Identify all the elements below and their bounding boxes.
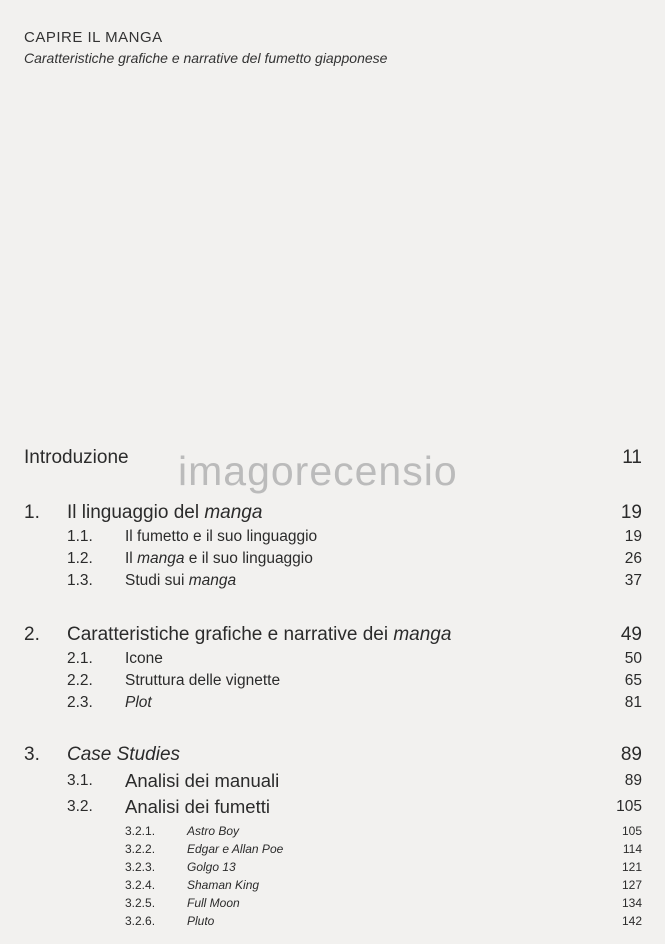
toc-entry-title: Introduzione [24,447,129,468]
book-title: CAPIRE IL MANGA [24,29,163,46]
toc-entry-number: 3.2.2. [125,842,156,856]
toc-entry-title: Analisi dei manuali [125,770,280,791]
toc-entry-number: 3.2.5. [125,896,156,910]
toc-chapter-2[interactable] [0,624,665,648]
toc-entry-title: Caratteristiche grafiche e narrative dei manga [67,624,452,645]
toc-entry-title: Il fumetto e il suo linguaggio [125,528,318,545]
toc-section-1-2[interactable] [0,550,665,574]
toc-entry-title: Golgo 13 [187,860,236,874]
toc-entry-title: Plot [125,694,152,711]
toc-entry-page: 105 [621,824,642,838]
toc-entry-title: Studi sui manga [125,572,237,589]
toc-entry-number: 1.1. [67,528,93,545]
toc-entry-title: Pluto [187,914,215,928]
toc-entry-page: 121 [621,860,642,874]
toc-section-2-1[interactable] [0,650,665,674]
toc-entry-page: 142 [621,914,642,928]
toc-entry-number: 3.2.6. [125,914,156,928]
toc-entry-title: Edgar e Allan Poe [187,842,284,856]
toc-chapter-3[interactable] [0,744,665,768]
toc-entry-introduzione[interactable] [0,447,665,471]
toc-entry-page: 127 [621,878,642,892]
toc-entry-number: 1.3. [67,572,93,589]
toc-entry-number: 2.3. [67,694,93,711]
toc-entry-page: 89 [624,772,642,789]
toc-entry-title: Il linguaggio del manga [67,502,263,523]
toc-section-1-3[interactable] [0,572,665,596]
toc-entry-number: 1. [24,502,40,523]
toc-section-2-3[interactable] [0,694,665,718]
toc-entry-number: 3.1. [67,772,93,789]
toc-entry-title: Il manga e il suo linguaggio [125,550,313,567]
toc-entry-number: 3.2.3. [125,860,156,874]
watermark: imagorecensio [178,448,458,494]
toc-entry-page: 26 [624,550,642,567]
toc-entry-number: 1.2. [67,550,93,567]
toc-section-1-1[interactable] [0,528,665,552]
toc-section-2-2[interactable] [0,672,665,696]
toc-entry-title: Full Moon [187,896,240,910]
toc-entry-title: Struttura delle vignette [125,672,281,689]
toc-entry-page: 105 [616,798,642,815]
toc-section-3-1[interactable] [0,770,665,794]
toc-entry-page: 65 [624,672,642,689]
toc-entry-title: Icone [125,650,163,667]
toc-entry-title: Analisi dei fumetti [125,796,270,817]
toc-entry-page: 49 [620,624,642,645]
toc-entry-title: Shaman King [187,878,260,892]
book-subtitle: Caratteristiche grafiche e narrative del fumetto giapponese [24,50,388,66]
toc-entry-page: 81 [624,694,642,711]
toc-entry-page: 37 [624,572,642,589]
toc-subsection-3-2-6[interactable] [0,914,665,938]
toc-entry-page: 134 [621,896,642,910]
toc-entry-number: 3.2.4. [125,878,156,892]
toc-section-3-2[interactable] [0,796,665,820]
toc-entry-number: 2.1. [67,650,93,667]
toc-entry-page: 50 [624,650,642,667]
toc-entry-title: Astro Boy [187,824,240,838]
toc-chapter-1[interactable] [0,502,665,526]
toc-entry-number: 3.2. [67,798,93,815]
toc-entry-page: 89 [620,744,642,765]
toc-entry-title: Case Studies [67,744,181,765]
toc-entry-page: 19 [620,502,642,523]
toc-entry-number: 3.2.1. [125,824,156,838]
toc-entry-number: 2.2. [67,672,93,689]
toc-entry-number: 3. [24,744,40,765]
toc-entry-page: 11 [622,447,642,468]
toc-entry-page: 114 [622,842,642,856]
toc-entry-page: 19 [624,528,642,545]
toc-entry-number: 2. [24,624,40,645]
